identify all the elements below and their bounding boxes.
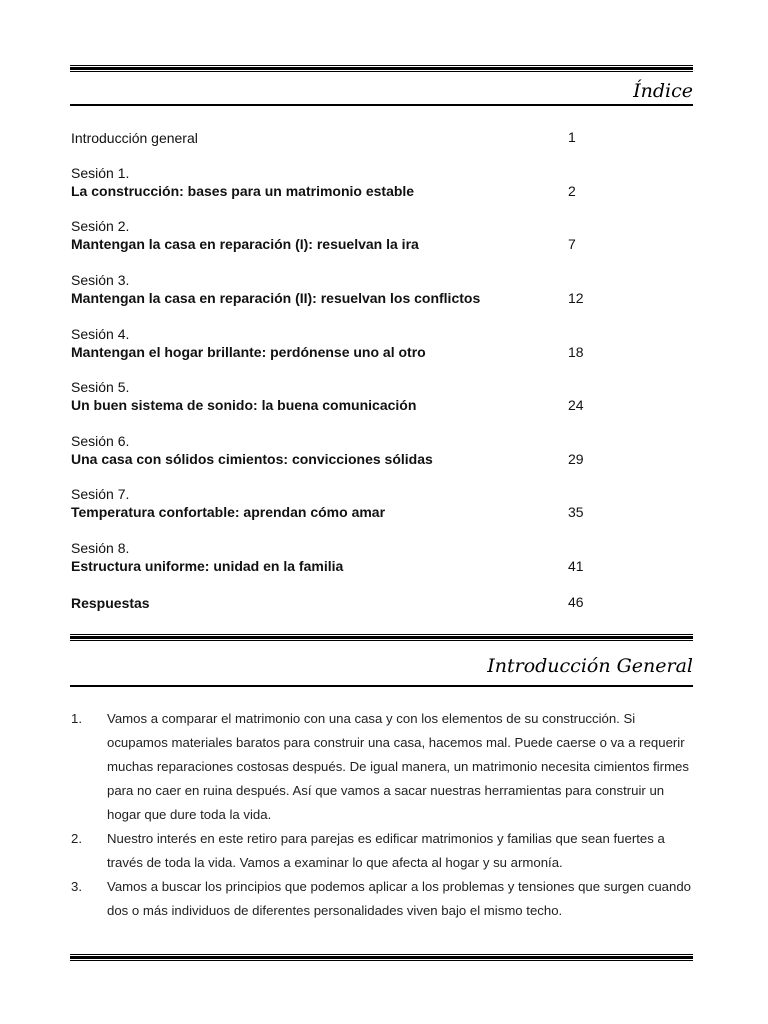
bottom-triple-rule — [70, 954, 693, 962]
toc-session-title: Un buen sistema de sonido: la buena comunicación — [71, 397, 417, 413]
toc-session-title: Temperatura confortable: aprendan cómo amar — [71, 504, 386, 520]
toc-session-page: 18 — [568, 344, 584, 360]
toc-answers-title: Respuestas — [71, 595, 150, 611]
index-heading: Índice — [633, 80, 693, 102]
list-item-number: 1. — [71, 711, 82, 726]
toc-intro-title: Introducción general — [71, 130, 198, 146]
toc-session-label: Sesión 4. — [71, 326, 130, 342]
toc-session-4 — [71, 326, 591, 361]
toc-session-title: Una casa con sólidos cimientos: convicciones sólidas — [71, 451, 433, 467]
toc-session-7 — [71, 486, 591, 521]
toc-session-label: Sesión 2. — [71, 218, 130, 234]
toc-session-label: Sesión 1. — [71, 165, 130, 181]
toc-session-title: La construcción: bases para un matrimonio estable — [71, 183, 415, 199]
toc-session-page: 35 — [568, 504, 584, 520]
toc-session-label: Sesión 3. — [71, 272, 130, 288]
list-item-text: Vamos a buscar los principios que podemos aplicar a los problemas y tensiones que surgen cuando dos o más individuos de diferentes personalidades viven bajo el mismo techo. — [107, 879, 692, 918]
toc-session-8 — [71, 540, 591, 575]
list-item — [71, 707, 696, 827]
list-item-number: 3. — [71, 879, 82, 894]
list-item-text: Vamos a comparar el matrimonio con una casa y con los elementos de su construcción. Si ocupamos materiales baratos para construir una casa, hacemos mal. Puede caerse o va a requerir muchas reparaciones costosas después. De igual manera, un matrimonio necesita cimientos firmes para no caer en ruina después. Así que vamos a sacar nuestras herramientas para construir un hogar que dure toda la vida. — [107, 711, 689, 822]
toc-session-5 — [71, 379, 591, 414]
toc-session-page: 12 — [568, 290, 584, 306]
list-item-text: Nuestro interés en este retiro para parejas es edificar matrimonios y familias que sean fuertes a través de toda la vida. Vamos a examinar lo que afecta al hogar y su armonía. — [107, 831, 665, 870]
toc-session-2 — [71, 218, 591, 253]
toc-session-1 — [71, 165, 591, 200]
toc-intro-page: 1 — [568, 129, 576, 145]
toc-intro-entry — [71, 129, 591, 147]
toc-session-page: 29 — [568, 451, 584, 467]
toc-session-page: 2 — [568, 183, 576, 199]
toc-answers-page: 46 — [568, 594, 584, 610]
toc-answers-entry — [71, 594, 591, 612]
toc-session-title: Mantengan el hogar brillante: perdónense uno al otro — [71, 344, 426, 360]
middle-triple-rule — [70, 634, 693, 642]
toc-session-title: Estructura uniforme: unidad en la familia — [71, 558, 344, 574]
toc-session-page: 41 — [568, 558, 584, 574]
toc-session-label: Sesión 8. — [71, 540, 130, 556]
toc-session-6 — [71, 433, 591, 468]
toc-session-label: Sesión 6. — [71, 433, 130, 449]
index-heading-rule — [70, 104, 693, 106]
list-item — [71, 827, 696, 875]
list-item-number: 2. — [71, 831, 82, 846]
toc-session-title: Mantengan la casa en reparación (I): resuelvan la ira — [71, 236, 419, 252]
toc-session-label: Sesión 7. — [71, 486, 130, 502]
toc-session-label: Sesión 5. — [71, 379, 130, 395]
top-triple-rule — [70, 65, 693, 73]
toc-session-page: 24 — [568, 397, 584, 413]
toc-session-title: Mantengan la casa en reparación (II): resuelvan los conflictos — [71, 290, 481, 306]
introduction-list — [71, 707, 696, 923]
introduction-heading-rule — [70, 685, 693, 687]
toc-session-page: 7 — [568, 236, 576, 252]
introduction-heading: Introducción General — [487, 655, 693, 677]
toc-session-3 — [71, 272, 591, 307]
list-item — [71, 875, 696, 923]
